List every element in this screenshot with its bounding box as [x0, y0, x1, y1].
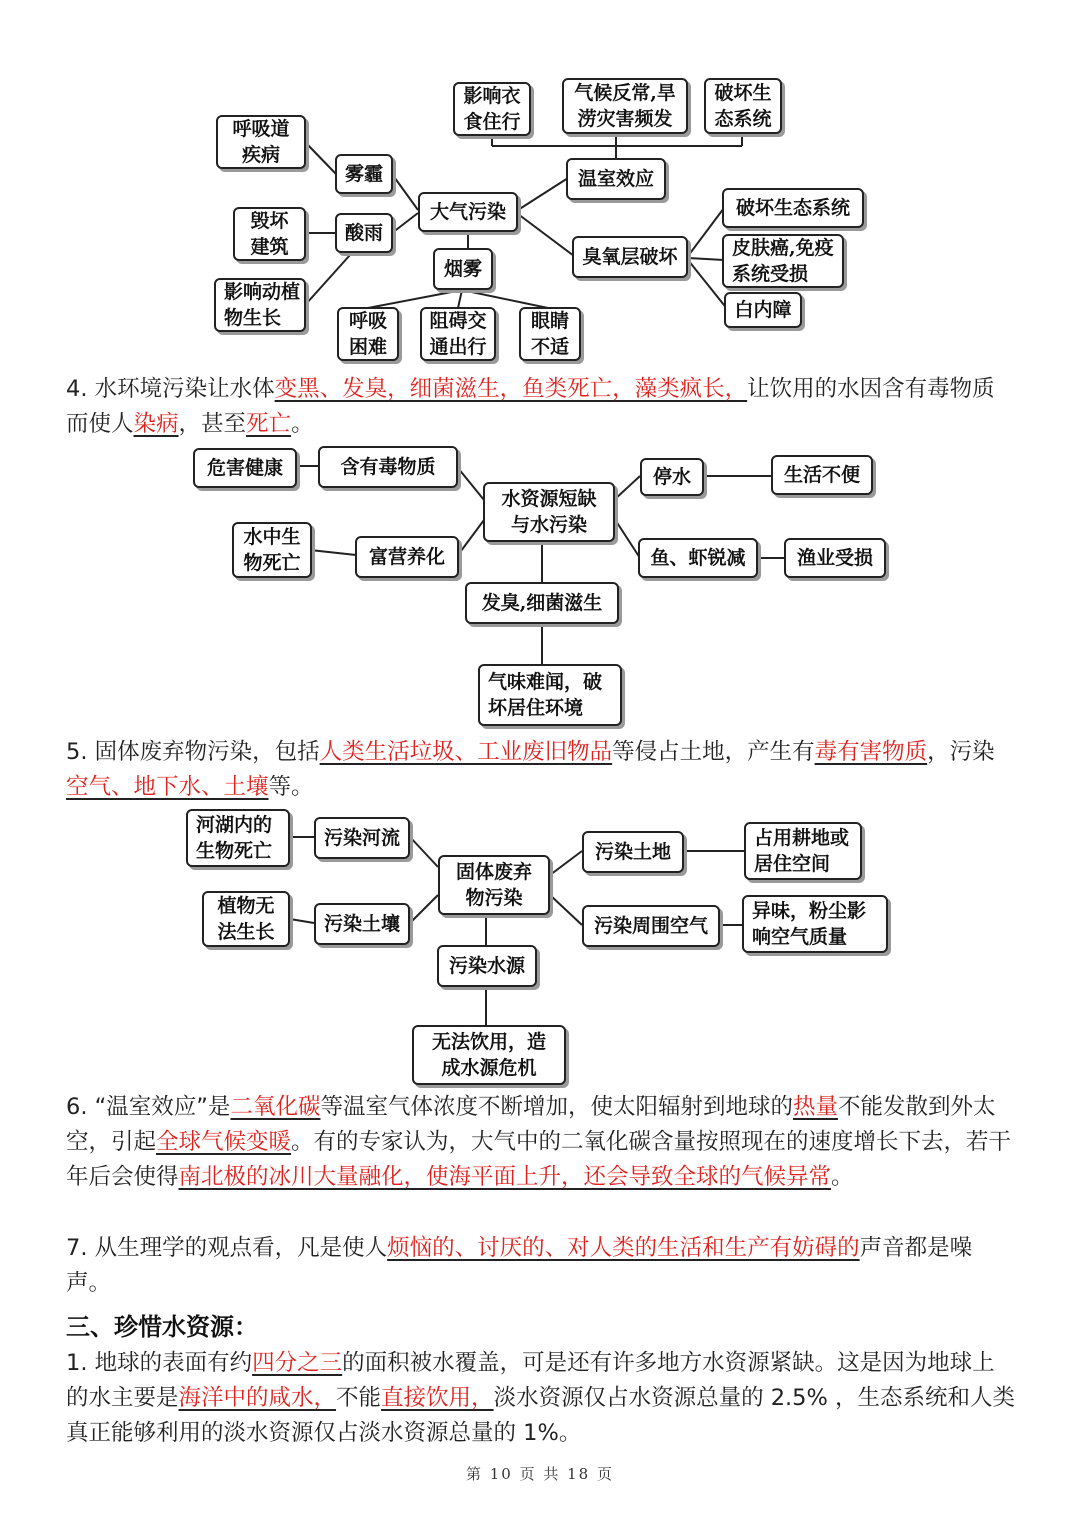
- node-acid-rain: 酸雨: [335, 213, 393, 253]
- node-river-life-death: 河湖内的 生物死亡: [186, 809, 290, 867]
- node-ozone-depletion: 臭氧层破坏: [572, 236, 688, 278]
- node-smoke-fog: 烟雾: [433, 248, 493, 290]
- node-fish-shrimp-decline: 鱼、虾锐减: [638, 538, 758, 578]
- text: 让饮用的水因含有毒物质而使人: [66, 376, 995, 437]
- node-eye-discomfort: 眼睛 不适: [519, 307, 581, 361]
- highlight-answer: 烦恼的、讨厌的、对人类的生活和生产有妨碍的: [387, 1235, 860, 1261]
- page-number-footer: 第 10 页 共 18 页: [465, 1465, 614, 1483]
- text: 1. 地球的表面有约: [66, 1350, 253, 1376]
- node-eutrophication: 富营养化: [355, 536, 459, 578]
- node-pollute-water-source: 污染水源: [437, 945, 537, 987]
- text: 5. 固体废弃物污染，包括: [66, 739, 320, 765]
- node-water-crisis: 无法饮用，造 成水源危机: [412, 1025, 566, 1085]
- paragraph-noise: [66, 1231, 1016, 1301]
- highlight-answer: 空气、地下水、土壤: [66, 774, 269, 800]
- highlight-answer: 二氧化碳: [230, 1094, 321, 1120]
- text: 不能: [336, 1385, 382, 1411]
- highlight-answer: 热量: [792, 1094, 838, 1120]
- node-eco-damage: 破坏生态系统: [722, 188, 864, 228]
- node-water-shortage-pollution: 水资源短缺 与水污染: [483, 482, 615, 542]
- node-air-pollution: 大气污染: [418, 192, 518, 232]
- text: 。有的专家认为，大气中的二氧化碳含量按照现在的速度增长下去，若干年后会使得: [66, 1129, 1012, 1190]
- highlight-answer: 死亡: [246, 411, 292, 437]
- text: 6. “温室效应”是: [66, 1094, 231, 1120]
- node-pollute-land: 污染土地: [582, 831, 684, 873]
- node-greenhouse-effect: 温室效应: [566, 158, 666, 200]
- air-pollution-diagram: [0, 0, 1080, 370]
- highlight-answer: 毒有害物质: [814, 739, 928, 765]
- node-affect-daily-life: 影响衣 食住行: [453, 82, 531, 136]
- node-traffic-obstruction: 阻碍交 通出行: [420, 307, 496, 361]
- section-heading-water-resources: 三、珍惜水资源：: [66, 1313, 258, 1341]
- paragraph-solid-waste: [66, 735, 1016, 805]
- text: 淡水资源仅占水资源总量的 2.5% ，生态系统和人类真正能够利用的淡水资源仅占淡水资源总量的 1%。: [66, 1385, 1016, 1446]
- node-breathing-difficulty: 呼吸 困难: [337, 307, 399, 361]
- node-pollute-river: 污染河流: [314, 817, 410, 859]
- node-dust-air-quality: 异味，粉尘影 响空气质量: [742, 895, 888, 953]
- node-solid-waste-pollution: 固体废弃 物污染: [438, 855, 550, 915]
- highlight-answer: 海洋中的咸水，: [178, 1385, 337, 1411]
- node-plant-cannot-grow: 植物无 法生长: [202, 891, 290, 947]
- text: 等温室气体浓度不断增加，使太阳辐射到地球的: [320, 1094, 793, 1120]
- node-health-hazard: 危害健康: [193, 448, 297, 488]
- node-skin-cancer: 皮肤癌,免疫 系统受损: [722, 234, 844, 288]
- solid-waste-diagram: [0, 805, 1080, 1090]
- node-damage-building: 毁坏 建筑: [233, 207, 306, 261]
- text: 等。: [268, 774, 314, 800]
- text: 。: [291, 411, 314, 437]
- highlight-answer: 四分之三: [252, 1350, 343, 1376]
- text: 不能发散到外太空，引起: [66, 1094, 996, 1155]
- text: 声音都是噪声。: [66, 1235, 973, 1296]
- node-bad-smell-environment: 气味难闻，破 坏居住环境: [478, 664, 622, 726]
- node-respiratory-disease: 呼吸道 疾病: [216, 115, 306, 169]
- highlight-answer: 全球气候变暖: [156, 1129, 292, 1155]
- node-affect-growth: 影响动植 物生长: [214, 278, 306, 332]
- text: 的面积被水覆盖，可是还有许多地方水资源紧缺。这是因为地球上的水主要是: [66, 1350, 995, 1411]
- node-odor-bacteria: 发臭,细菌滋生: [465, 582, 619, 624]
- node-pollute-air: 污染周围空气: [582, 905, 720, 947]
- node-water-outage: 停水: [640, 458, 704, 496]
- paragraph-water-resources: [66, 1346, 1016, 1451]
- text: 7. 从生理学的观点看，凡是使人: [66, 1235, 388, 1261]
- node-climate-abnormal: 气候反常,旱 涝灾害频发: [562, 78, 688, 134]
- node-aquatic-death: 水中生 物死亡: [232, 522, 312, 578]
- highlight-answer: 人类生活垃圾、工业废旧物品: [319, 739, 613, 765]
- highlight-answer: 变黑、发臭，细菌滋生，鱼类死亡，藻类疯长，: [274, 376, 748, 402]
- text: 等侵占土地，产生有: [612, 739, 815, 765]
- highlight-answer: 直接饮用，: [381, 1385, 494, 1411]
- node-smog-haze: 雾霾: [335, 154, 393, 194]
- highlight-answer: 染病: [133, 411, 179, 437]
- paragraph-greenhouse-effect: [66, 1090, 1016, 1195]
- node-eco-damage-top: 破坏生 态系统: [704, 78, 782, 134]
- text: 。: [831, 1164, 854, 1190]
- node-toxic-substance: 含有毒物质: [318, 446, 458, 488]
- text: 4. 水环境污染让水体: [66, 376, 275, 402]
- text: ，甚至: [178, 411, 247, 437]
- water-pollution-diagram: [0, 440, 1080, 730]
- highlight-answer: 南北极的冰川大量融化，使海平面上升，还会导致全球的气候异常: [178, 1164, 832, 1190]
- node-cataract: 白内障: [724, 292, 802, 328]
- node-fishery-loss: 渔业受损: [784, 538, 886, 578]
- paragraph-water-pollution: [66, 372, 1016, 442]
- node-inconvenience: 生活不便: [771, 455, 873, 495]
- node-pollute-soil: 污染土壤: [314, 903, 410, 945]
- text: ，污染: [927, 739, 995, 765]
- node-occupy-land: 占用耕地或 居住空间: [744, 822, 862, 880]
